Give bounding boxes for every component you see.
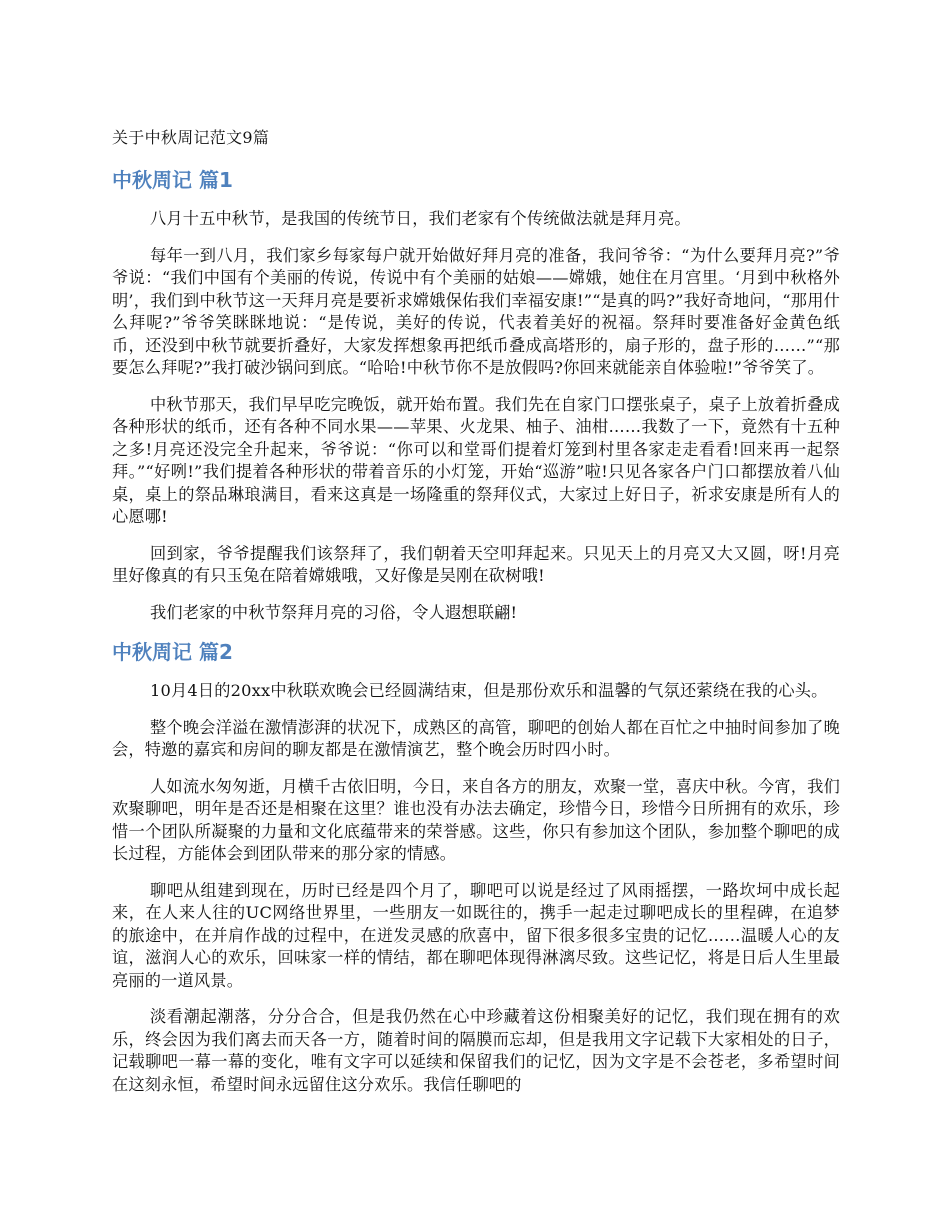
section-heading: 中秋周记 篇1: [112, 168, 233, 192]
paragraph: 整个晚会洋溢在激情澎湃的状况下，成熟区的高管，聊吧的创始人都在百忙之中抽时间参加了晚会，特邀的嘉宾和房间的聊友都是在激情演艺，整个晚会历时四小时。: [112, 717, 840, 759]
section-1: [112, 166, 840, 624]
paragraph: 八月十五中秋节，是我国的传统节日，我们老家有个传统做法就是拜月亮。: [150, 209, 691, 228]
paragraph: 每年一到八月，我们家乡每家每户就开始做好拜月亮的准备，我问爷爷：“为什么要拜月亮?”爷爷说：“我们中国有个美丽的传说，传说中有个美丽的姑娘——嫦娥，她住在月宫里。‘月到中秋格外明’，我们到中秋节这一天拜月亮是要祈求嫦娥保佑我们幸福安康!”“是真的吗?”我好奇地问，“那用什么拜呢?”爷爷笑眯眯地说：“是传说，美好的传说，代表着美好的祝福。祭拜时要准备好金黄色纸币，还没到中秋节就要折叠好，大家发挥想象再把纸币叠成高塔形的，扇子形的，盘子形的……”“那要怎么拜呢?”我打破沙锅问到底。“哈哈!中秋节你不是放假吗?你回来就能亲自体验啦!”爷爷笑了。: [112, 245, 840, 377]
document-title: 关于中秋周记范文9篇: [112, 128, 270, 147]
paragraph: 回到家，爷爷提醒我们该祭拜了，我们朝着天空叩拜起来。只见天上的月亮又大又圆，呀!月亮里好像真的有只玉兔在陪着嫦娥哦，又好像是吴刚在砍树哦!: [112, 543, 840, 585]
section-heading: 中秋周记 篇2: [112, 640, 233, 664]
section-2: [112, 638, 840, 1096]
paragraph: 聊吧从组建到现在，历时已经是四个月了，聊吧可以说是经过了风雨摇摆，一路坎坷中成长起来，在人来人往的UC网络世界里，一些朋友一如既往的，携手一起走过聊吧成长的里程碑，在追梦的旅途中，在并肩作战的过程中，在迸发灵感的欣喜中，留下很多很多宝贵的记忆……温暖人心的友谊，滋润人心的欢乐，回味家一样的情结，都在聊吧体现得淋漓尽致。这些记忆，将是日后人生里最亮丽的一道风景。: [112, 880, 840, 990]
document-page: [112, 124, 840, 1110]
paragraph: 10月4日的20xx中秋联欢晚会已经圆满结束，但是那份欢乐和温馨的气氛还萦绕在我的心头。: [150, 681, 828, 700]
paragraph: 我们老家的中秋节祭拜月亮的习俗，令人遐想联翩!: [150, 602, 518, 622]
paragraph: 人如流水匆匆逝，月横千古依旧明，今日，来自各方的朋友，欢聚一堂，喜庆中秋。今宵，我们欢聚聊吧，明年是否还是相聚在这里？谁也没有办法去确定，珍惜今日，珍惜今日所拥有的欢乐，珍惜一个团队所凝聚的力量和文化底蕴带来的荣誉感。这些，你只有参加这个团队，参加整个聊吧的成长过程，方能体会到团队带来的那分家的情感。: [112, 776, 840, 863]
paragraph: 中秋节那天，我们早早吃完晚饭，就开始布置。我们先在自家门口摆张桌子，桌子上放着折叠成各种形状的纸币，还有各种不同水果——苹果、火龙果、柚子、油柑……我数了一下，竟然有十五种之多!月亮还没完全升起来，爷爷说：“你可以和堂哥们提着灯笼到村里各家走走看看!回来再一起祭拜。”“好咧!”我们提着各种形状的带着音乐的小灯笼，开始“巡游”啦!只见各家各户门口都摆放着八仙桌，桌上的祭品琳琅满目，看来这真是一场隆重的祭拜仪式，大家过上好日子，祈求安康是所有人的心愿哪!: [112, 394, 840, 526]
paragraph: 淡看潮起潮落，分分合合，但是我仍然在心中珍藏着这份相聚美好的记忆，我们现在拥有的欢乐，终会因为我们离去而天各一方，随着时间的隔膜而忘却，但是我用文字记载下大家相处的日子，记载聊吧一幕一幕的变化，唯有文字可以延续和保留我们的记忆，因为文字是不会苍老，多希望时间在这刻永恒，希望时间永远留住这分欢乐。我信任聊吧的: [112, 1007, 840, 1094]
